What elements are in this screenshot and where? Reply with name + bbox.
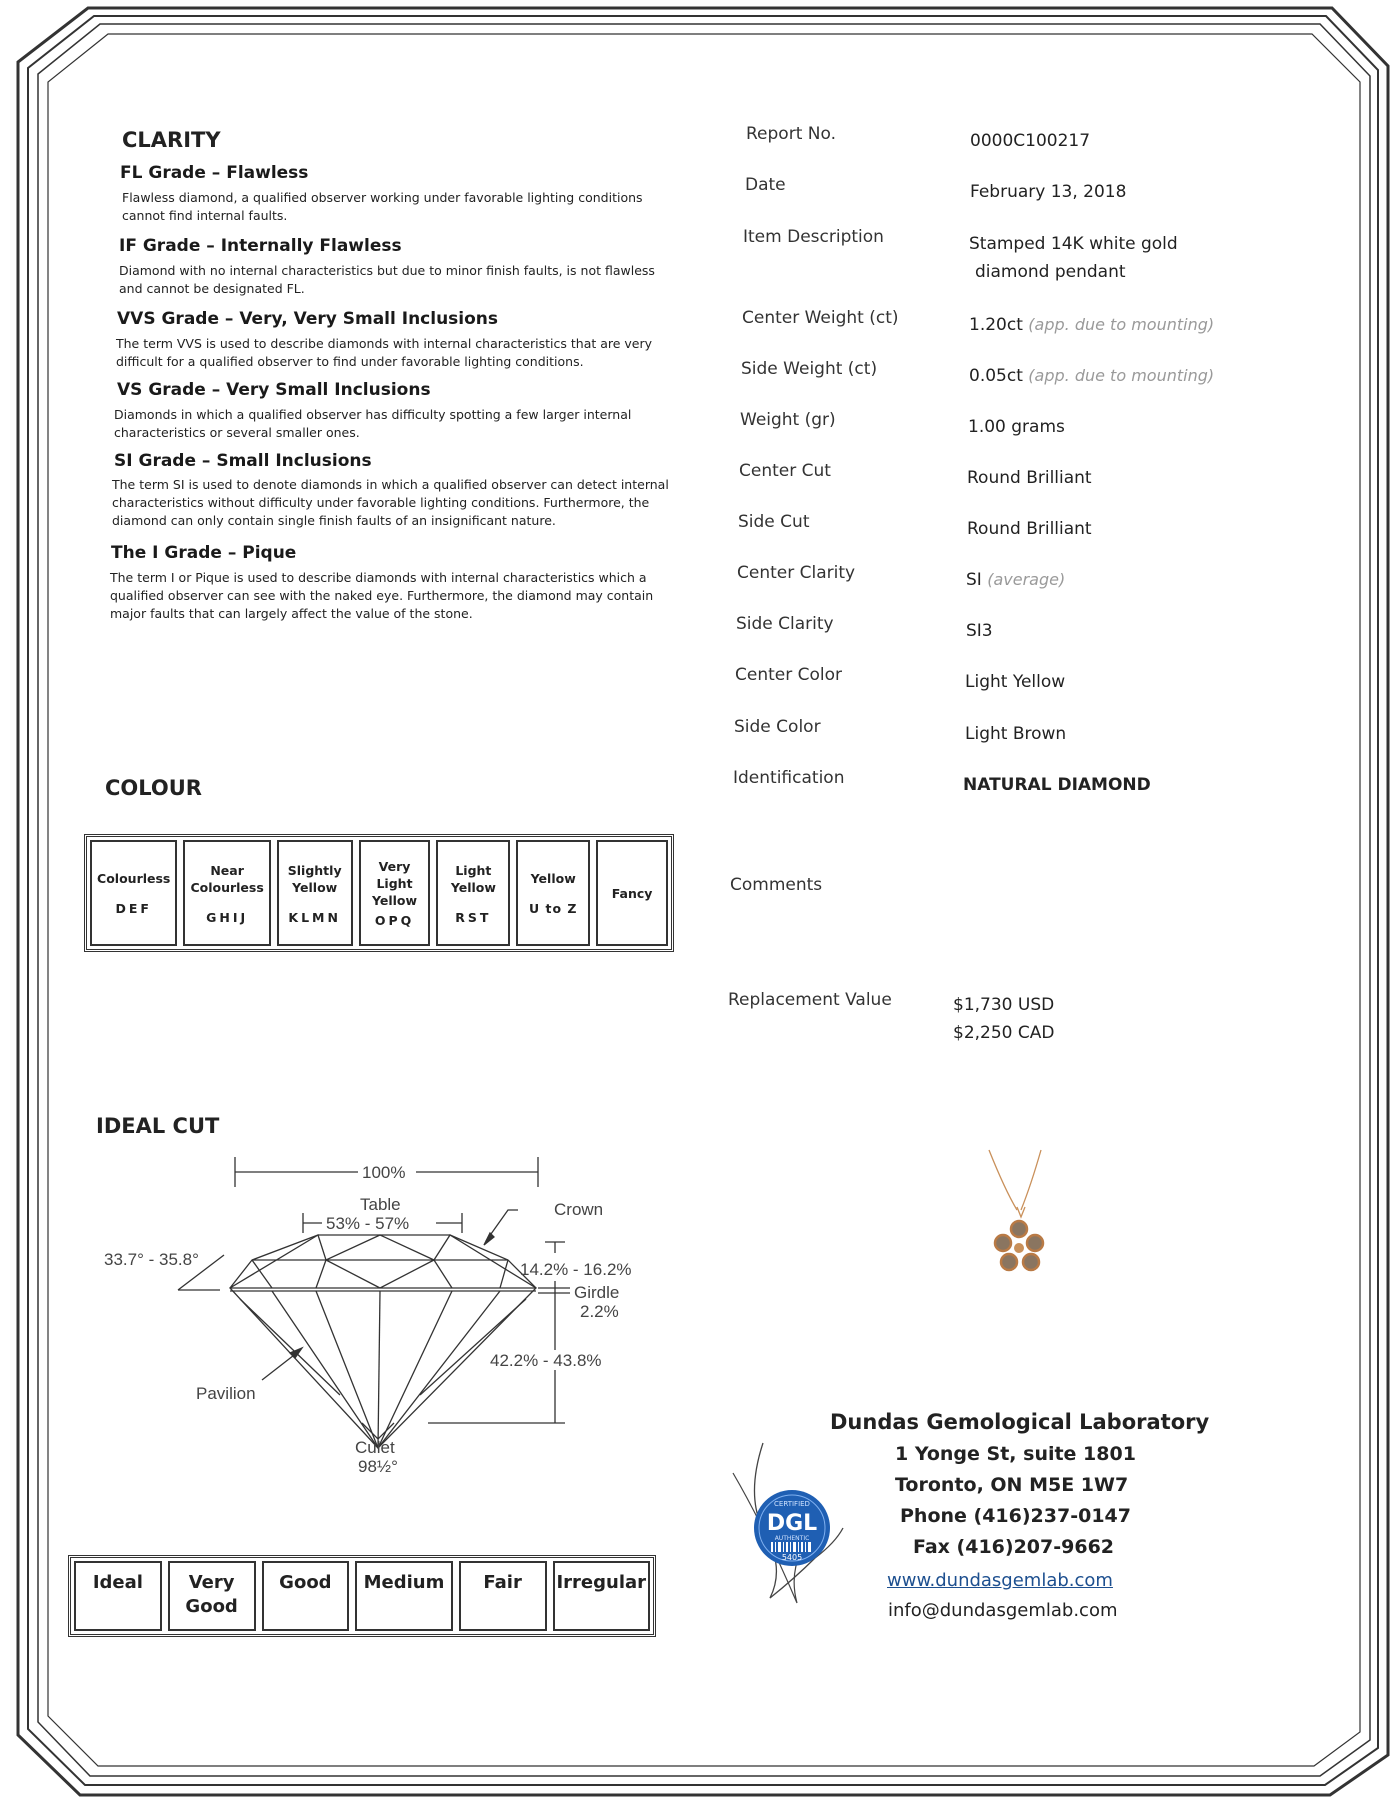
colour-cell-range: GHIJ bbox=[206, 909, 249, 925]
report-value bbox=[975, 258, 1126, 286]
report-label: Center Clarity bbox=[737, 563, 856, 583]
diagram-pavilion-depth: 42.2% - 43.8% bbox=[490, 1351, 602, 1370]
seal-sub-text: AUTHENTIC bbox=[774, 1535, 810, 1542]
report-value-text: 0000C100217 bbox=[970, 131, 1091, 151]
colour-cell bbox=[436, 840, 510, 946]
report-value bbox=[970, 178, 1126, 206]
colour-cell-name: Yellow bbox=[530, 871, 576, 886]
lab-address-2: Toronto, ON M5E 1W7 bbox=[895, 1474, 1129, 1496]
diagram-girdle-label: Girdle bbox=[574, 1283, 620, 1302]
cut-grade-cell: Very Good bbox=[168, 1561, 256, 1631]
clarity-grade-title: SI Grade – Small Inclusions bbox=[114, 451, 372, 471]
cut-grade-cell: Medium bbox=[355, 1561, 453, 1631]
clarity-grade-desc: The term I or Pique is used to describe diamonds with internal characteristics which a qualified observer can see with the naked eye. Furthermore, the diamond may contain major faults that can largely affect the value of the stone. bbox=[110, 570, 654, 621]
clarity-grade-desc: The term VVS is used to describe diamonds with internal characteristics that are very difficult for a qualified observer to find under favorable lighting conditions. bbox=[116, 336, 653, 369]
report-value bbox=[966, 566, 1065, 594]
report-value-text: NATURAL DIAMOND bbox=[963, 775, 1151, 795]
colour-cell bbox=[277, 840, 353, 946]
replacement-cad: $2,250 CAD bbox=[953, 1023, 1055, 1043]
lab-address-1: 1 Yonge St, suite 1801 bbox=[895, 1443, 1136, 1465]
clarity-grade-title: VVS Grade – Very, Very Small Inclusions bbox=[117, 309, 499, 329]
diagram-crown-height: 14.2% - 16.2% bbox=[520, 1260, 632, 1279]
report-value bbox=[969, 311, 1214, 339]
report-value bbox=[965, 720, 1066, 748]
colour-cell-range: RST bbox=[455, 909, 492, 925]
colour-title: COLOUR bbox=[105, 776, 202, 800]
report-note: (average) bbox=[987, 570, 1066, 589]
report-label: Center Cut bbox=[739, 461, 831, 481]
diagram-table-label: Table bbox=[360, 1195, 401, 1214]
colour-cell-range: U to Z bbox=[528, 901, 578, 916]
colour-scale-table bbox=[84, 834, 674, 952]
report-label: Side Weight (ct) bbox=[741, 359, 878, 379]
dgl-seal bbox=[725, 1438, 860, 1613]
report-value-text: Light Brown bbox=[965, 724, 1067, 744]
report-label: Center Color bbox=[735, 665, 843, 685]
report-value bbox=[969, 230, 1178, 258]
replacement-label: Replacement Value bbox=[728, 990, 892, 1010]
colour-cell-range: DEF bbox=[115, 901, 152, 916]
report-value bbox=[969, 362, 1214, 390]
clarity-grade-desc: The term SI is used to denote diamonds in which a qualified observer can detect internal characteristics without difficulty under favorable lighting conditions. Furthermore, the diamond can only contain single finish faults of an insignificant nature. bbox=[112, 477, 669, 528]
report-value-text: SI bbox=[966, 570, 982, 590]
cut-grade-cell: Fair bbox=[459, 1561, 547, 1631]
report-value bbox=[967, 515, 1092, 543]
report-value-text: Light Yellow bbox=[965, 672, 1066, 692]
cut-grade-cell: Ideal bbox=[74, 1561, 162, 1631]
report-note: (app. due to mounting) bbox=[1028, 315, 1215, 334]
lab-fax: Fax (416)207-9662 bbox=[913, 1536, 1115, 1558]
report-label: Report No. bbox=[746, 124, 836, 144]
colour-cell bbox=[516, 840, 590, 946]
report-value-text: Round Brilliant bbox=[967, 519, 1092, 539]
diagram-crown-angle: 33.7° - 35.8° bbox=[104, 1250, 199, 1269]
report-value-text: 0.05ct bbox=[969, 366, 1023, 386]
report-value-text: February 13, 2018 bbox=[970, 182, 1127, 202]
diagram-culet-value: 98½° bbox=[358, 1457, 398, 1476]
report-label: Side Cut bbox=[738, 512, 810, 532]
report-value bbox=[968, 413, 1065, 441]
diagram-pavilion-label: Pavilion bbox=[196, 1384, 256, 1403]
colour-cell-name: Very Light Yellow bbox=[371, 859, 418, 908]
clarity-grade-title: VS Grade – Very Small Inclusions bbox=[117, 380, 431, 400]
colour-cell bbox=[183, 840, 270, 946]
ideal-cut-diagram bbox=[90, 1145, 680, 1485]
diagram-table-value: 53% - 57% bbox=[326, 1214, 410, 1233]
report-value-text: SI3 bbox=[966, 621, 993, 641]
report-value-text: 1.20ct bbox=[969, 315, 1023, 335]
report-label: Center Weight (ct) bbox=[742, 308, 899, 328]
report-value bbox=[970, 127, 1090, 155]
replacement-usd: $1,730 USD bbox=[953, 995, 1055, 1015]
seal-main-text: DGL bbox=[766, 1511, 818, 1536]
diagram-crown-label: Crown bbox=[554, 1200, 604, 1219]
colour-cell bbox=[596, 840, 668, 946]
ideal-cut-title: IDEAL CUT bbox=[96, 1114, 220, 1138]
cut-grade-table bbox=[68, 1555, 656, 1637]
report-value bbox=[963, 771, 1151, 799]
clarity-grade-title: FL Grade – Flawless bbox=[120, 163, 309, 183]
comments-label: Comments bbox=[730, 875, 823, 895]
seal-top-text: CERTIFIED bbox=[774, 1500, 810, 1508]
pendant-image bbox=[975, 1145, 1070, 1285]
lab-name: Dundas Gemological Laboratory bbox=[830, 1410, 1210, 1434]
report-label: Side Color bbox=[734, 717, 821, 737]
colour-cell-range: KLMN bbox=[288, 909, 341, 925]
colour-cell bbox=[359, 840, 431, 946]
clarity-grade-title: The I Grade – Pique bbox=[111, 543, 297, 563]
lab-email: info@dundasgemlab.com bbox=[888, 1600, 1118, 1621]
clarity-title: CLARITY bbox=[122, 128, 221, 152]
report-value-text: 1.00 grams bbox=[968, 417, 1065, 437]
clarity-grade-title: IF Grade – Internally Flawless bbox=[119, 236, 402, 256]
colour-cell-range: OPQ bbox=[374, 913, 415, 928]
report-label: Side Clarity bbox=[736, 614, 834, 634]
seal-number: 5405 bbox=[781, 1553, 803, 1562]
colour-cell bbox=[90, 840, 177, 946]
report-note: (app. due to mounting) bbox=[1028, 366, 1215, 385]
colour-cell-name: Colourless bbox=[97, 871, 171, 886]
diagram-width-label: 100% bbox=[362, 1163, 406, 1182]
report-value bbox=[967, 464, 1092, 492]
clarity-grade-desc: Diamonds in which a qualified observer has difficulty spotting a few larger internal characteristics or several smaller ones. bbox=[114, 407, 632, 440]
lab-website-link[interactable]: www.dundasgemlab.com bbox=[887, 1570, 1113, 1591]
report-value bbox=[965, 668, 1065, 696]
colour-cell-name: Slightly Yellow bbox=[287, 862, 342, 895]
report-value-text: Stamped 14K white gold bbox=[969, 234, 1178, 254]
clarity-grade-desc: Diamond with no internal characteristics but due to minor finish faults, is not flawless and cannot be designated FL. bbox=[119, 263, 655, 296]
lab-phone: Phone (416)237-0147 bbox=[900, 1505, 1131, 1527]
diagram-culet-label: Culet bbox=[355, 1438, 395, 1457]
report-label: Identification bbox=[733, 768, 845, 788]
report-label: Weight (gr) bbox=[740, 410, 836, 430]
colour-cell-name: Near Colourless bbox=[190, 862, 264, 895]
cut-grade-cell: Good bbox=[262, 1561, 350, 1631]
colour-cell-name: Light Yellow bbox=[450, 862, 496, 895]
report-label: Item Description bbox=[743, 227, 884, 247]
report-value-text: Round Brilliant bbox=[967, 468, 1092, 488]
colour-cell-name: Fancy bbox=[611, 885, 653, 901]
cut-grade-cell: Irregular bbox=[553, 1561, 651, 1631]
diagram-girdle-value: 2.2% bbox=[580, 1302, 619, 1321]
clarity-grade-desc: Flawless diamond, a qualified observer working under favorable lighting conditions cannot find internal faults. bbox=[122, 190, 643, 223]
report-value bbox=[966, 617, 993, 645]
report-value-text: diamond pendant bbox=[975, 262, 1126, 282]
report-label: Date bbox=[745, 175, 786, 195]
